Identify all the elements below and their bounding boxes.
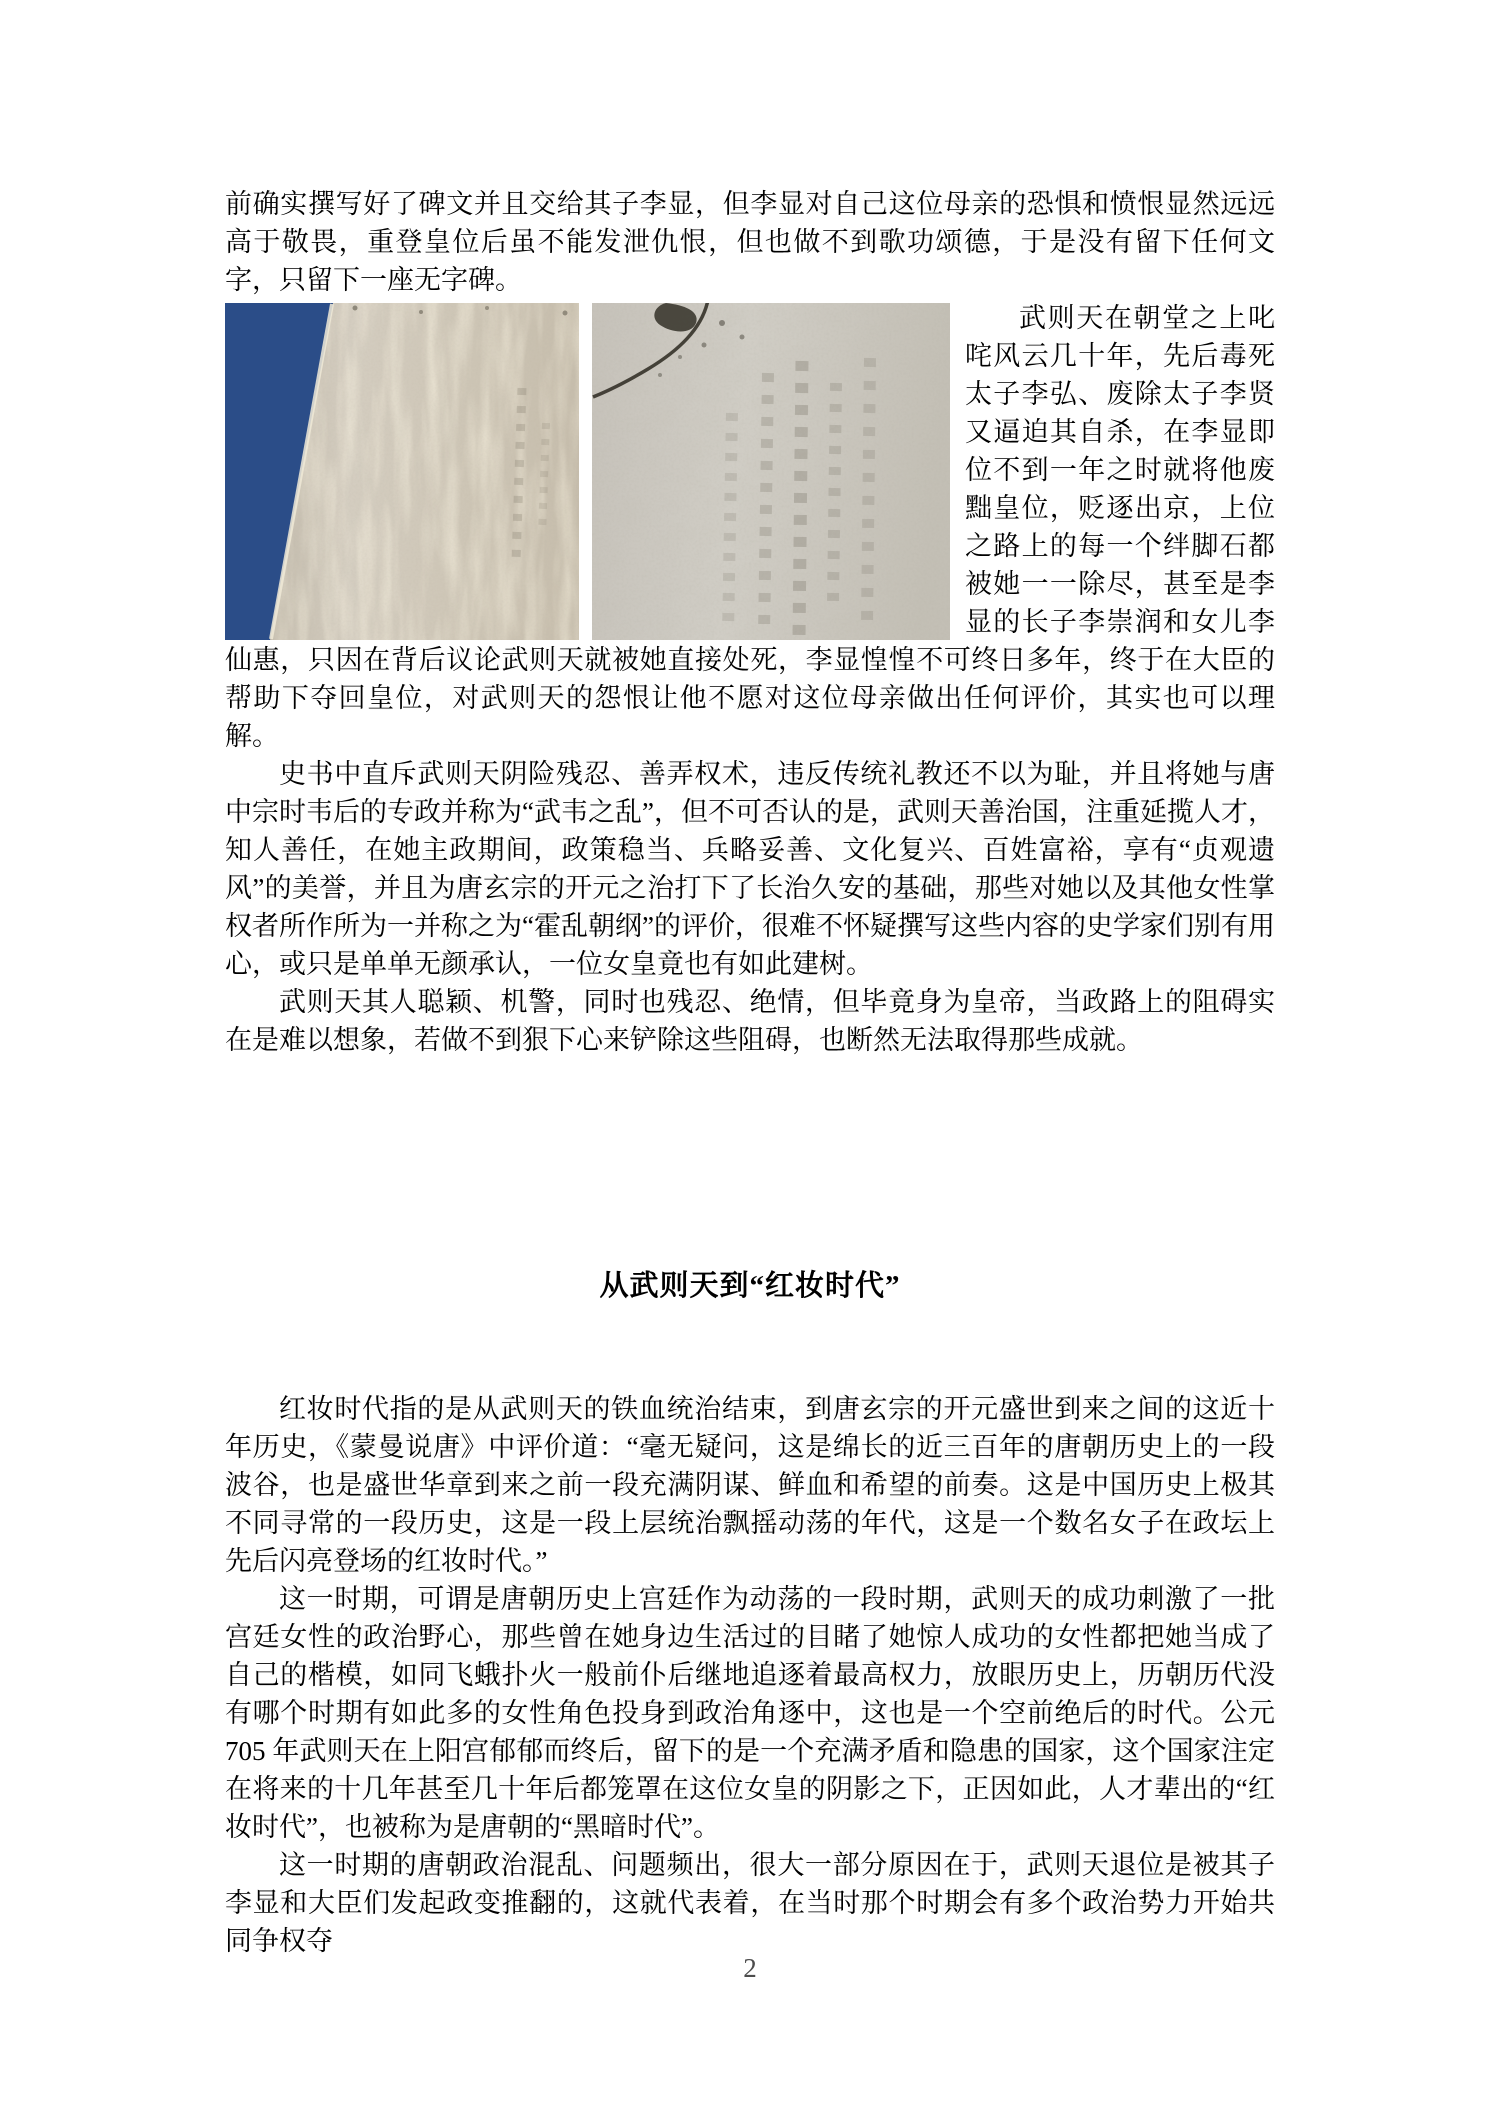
stone-speck [658, 373, 662, 377]
paragraph-continuation: 前确实撰写好了碑文并且交给其子李显，但李显对自己这位母亲的恐惧和愤恨显然远远高于敬畏，重登皇位后虽不能发泄仇恨，但也做不到歌功颂德，于是没有留下任何文字，只留下一座无字碑。 [225, 189, 1275, 295]
page-number: 2 [743, 1953, 757, 1983]
stone-speck [702, 343, 707, 348]
paragraph-beside-images: 武则天在朝堂之上叱咤风云几十年，先后毒死太子李弘、废除太子李贤又逼迫其自杀，在李显即位不到一年之时就将他废黜皇位，贬逐出京，上位之路上的每一个绊脚石都被她一一除尽，甚至是李显的长子李崇润和女儿李仙惠，只因在背后议论武则天就被她直接处死，李显惶惶不可终日多年，终于在大臣的帮助下夺回皇位，对武则天的怨恨让他不愿对这位母亲做出任何评价，其实也可以理解。 [225, 303, 1275, 751]
stele-photo-inscription-closeup [592, 303, 950, 640]
stone-chip [419, 310, 423, 314]
stone-speck [678, 355, 682, 359]
stone-grain-texture [592, 303, 950, 640]
stone-chip [563, 311, 568, 316]
paragraph-hongzhuang-definition: 红妆时代指的是从武则天的铁血统治结束，到唐玄宗的开元盛世到来之间的这近十年历史，《蒙曼说唐》中评价道：“毫无疑问，这是绵长的近三百年的唐朝历史上的一段波谷，也是盛世华章到来之前一段充满阴谋、鲜血和希望的前奏。这是中国历史上极其不同寻常的一段历史，这是一段上层统治飘摇动荡的年代，这是一个数名女子在政坛上先后闪亮登场的红妆时代。” [225, 1394, 1275, 1576]
stone-chip [485, 306, 489, 310]
document-body [225, 185, 1275, 1960]
stone-speck [719, 320, 725, 326]
section-heading: 从武则天到“红妆时代” [599, 1270, 901, 1302]
paragraph-political-chaos: 这一时期的唐朝政治混乱、问题频出，很大一部分原因在于，武则天退位是被其子李显和大臣们发起政变推翻的，这就代表着，在当时那个时期会有多个政治势力开始共同争权夺 [225, 1850, 1275, 1956]
stele-photo-side-view [225, 303, 579, 640]
paragraph-character: 武则天其人聪颖、机警，同时也残忍、绝情，但毕竟身为皇帝，当政路上的阻碍实在是难以想象，若做不到狠下心来铲除这些阻碍，也断然无法取得那些成就。 [225, 987, 1275, 1055]
stele-figures [225, 303, 950, 640]
paragraph-history-books: 史书中直斥武则天阴险残忍、善弄权术，违反传统礼教还不以为耻，并且将她与唐中宗时韦后的专政并称为“武韦之乱”，但不可否认的是，武则天善治国，注重延揽人才，知人善任，在她主政期间，政策稳当、兵略妥善、文化复兴、百姓富裕，享有“贞观遗风”的美誉，并且为唐玄宗的开元之治打下了长治久安的基础，那些对她以及其他女性掌权者所作所为一并称之为“霍乱朝纲”的评价，很难不怀疑撰写这些内容的史学家们别有用心，或只是单单无颜承认，一位女皇竟也有如此建树。 [225, 759, 1275, 979]
stone-chip [353, 306, 358, 311]
paragraph-period-turmoil: 这一时期，可谓是唐朝历史上宫廷作为动荡的一段时期，武则天的成功刺激了一批宫廷女性的政治野心，那些曾在她身边生活过的目睹了她惊人成功的女性都把她当成了自己的楷模，如同飞蛾扑火一般前仆后继地追逐着最高权力，放眼历史上，历朝历代没有哪个时期有如此多的女性角色投身到政治角逐中，这也是一个空前绝后的时代。公元 705 年武则天在上阳宫郁郁而终后，留下的是一个充满矛盾和隐患的国家，这个国家注定在将来的十几年甚至几十年后都笼罩在这位女皇的阴影之下，正因如此，人才辈出的“红妆时代”，也被称为是唐朝的“黑暗时代”。 [225, 1584, 1275, 1842]
stone-speck [740, 335, 745, 340]
